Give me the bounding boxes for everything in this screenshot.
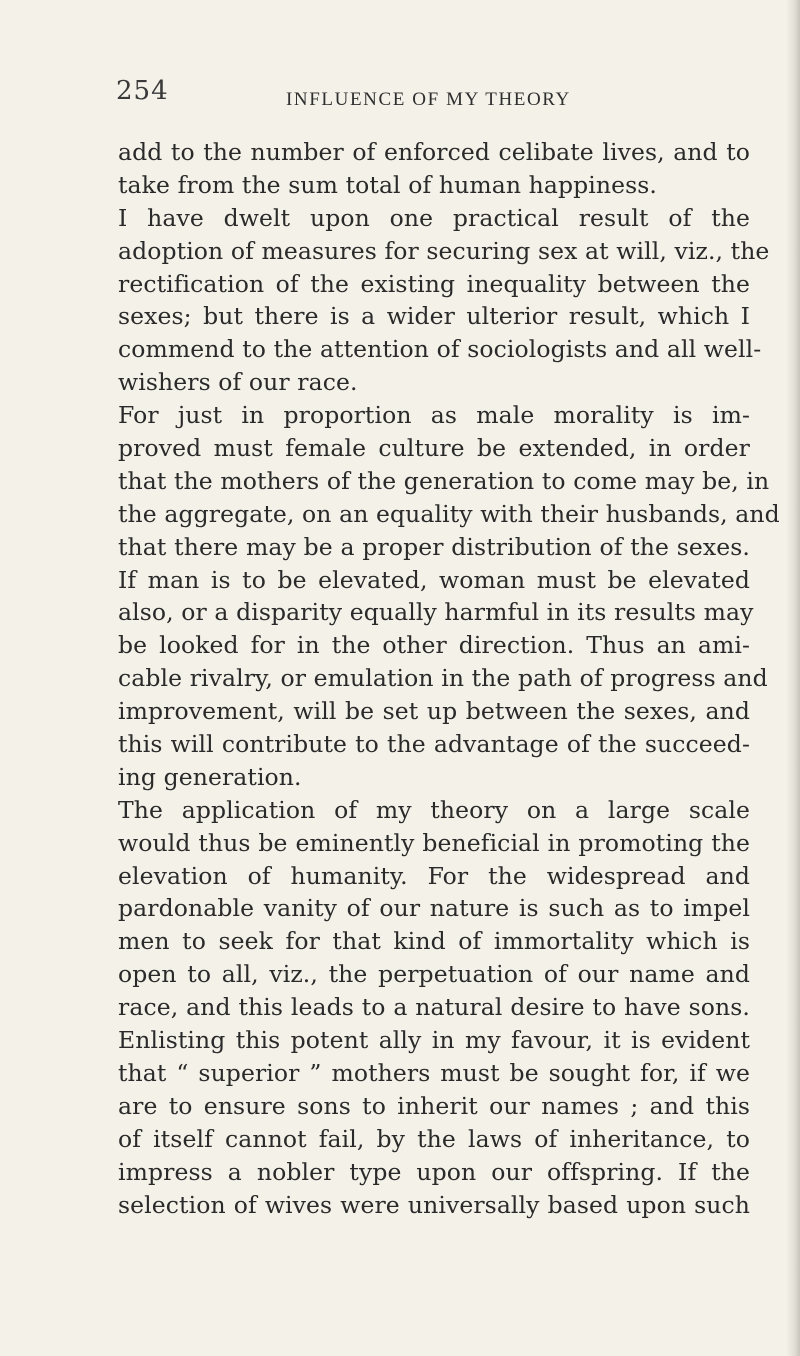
text-line: ing generation. <box>118 762 302 791</box>
text-line: proved must female culture be extended, in order <box>118 434 750 463</box>
page-edge-shadow <box>786 0 800 1356</box>
text-line: wishers of our race. <box>118 368 358 397</box>
text-line: that there may be a proper distribution of the sexes. <box>118 532 750 561</box>
text-line: The application of my theory on a large scale <box>118 795 750 824</box>
text-line: selection of wives were universally based upon such <box>118 1190 750 1219</box>
text-line: elevation of humanity. For the widespread and <box>118 861 750 890</box>
text-line: Enlisting this potent ally in my favour, it is evident <box>118 1026 750 1055</box>
text-line: that the mothers of the generation to come may be, in <box>118 466 770 495</box>
text-line: of itself cannot fail, by the laws of inheritance, to <box>118 1124 750 1153</box>
page-number: 254 <box>116 76 169 106</box>
text-line: improvement, will be set up between the sexes, and <box>118 697 750 726</box>
text-line: I have dwelt upon one practical result of the <box>118 203 750 232</box>
text-line: would thus be eminently beneficial in promoting the <box>118 828 750 857</box>
text-line: For just in proportion as male morality is im- <box>118 401 750 430</box>
text-line: impress a nobler type upon our offspring. If the <box>118 1157 750 1186</box>
text-line: add to the number of enforced celibate lives, and to <box>118 138 750 166</box>
text-line: are to ensure sons to inherit our names ; and this <box>118 1091 750 1120</box>
text-line: the aggregate, on an equality with their husbands, and <box>118 499 780 528</box>
body-text <box>118 136 780 1221</box>
text-line: commend to the attention of sociologists and all well- <box>118 335 762 364</box>
text-line: be looked for in the other direction. Thus an ami- <box>118 631 750 660</box>
text-line: adoption of measures for securing sex at will, viz., the <box>118 236 770 265</box>
text-line: rectification of the existing inequality between the <box>118 269 750 298</box>
running-head: INFLUENCE OF MY THEORY <box>286 89 571 110</box>
text-line: sexes; but there is a wider ulterior result, which I <box>118 302 750 331</box>
text-line: take from the sum total of human happiness. <box>118 170 658 199</box>
text-line: this will contribute to the advantage of the succeed- <box>118 730 750 759</box>
text-line: open to all, viz., the perpetuation of our name and <box>118 960 750 989</box>
text-line: pardonable vanity of our nature is such as to impel <box>118 894 750 923</box>
text-line: race, and this leads to a natural desire to have sons. <box>118 993 750 1022</box>
text-line: also, or a disparity equally harmful in its results may <box>118 598 754 627</box>
text-line: If man is to be elevated, woman must be elevated <box>118 565 750 594</box>
text-line: cable rivalry, or emulation in the path of progress and <box>118 664 768 693</box>
text-line: that “ superior ” mothers must be sought for, if we <box>118 1058 750 1087</box>
text-line: men to seek for that kind of immortality which is <box>118 927 750 956</box>
